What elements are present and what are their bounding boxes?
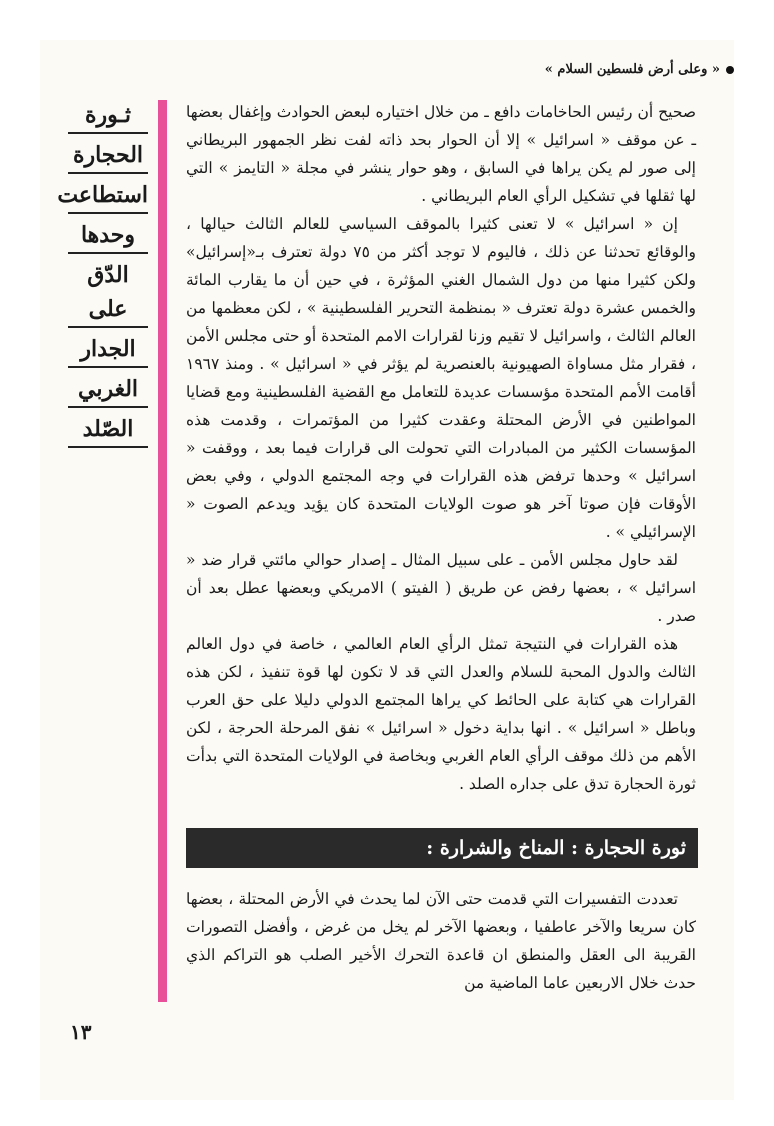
- running-head-text: « وعلى أرض فلسطين السلام »: [544, 62, 720, 77]
- pull-quote-line: الصّلد: [68, 412, 148, 448]
- pull-quote-line: الجدار: [68, 332, 148, 368]
- paragraph: تعددت التفسيرات التي قدمت حتى الآن لما يحدث في الأرض المحتلة ، بعضها كان سريعا والآخر عاطفيا ، وبعضها الآخر لم يخل من غرض ، وأفضل التصورات القريبة الى العقل والمنطق ان قاعدة التحرك الأخير الصلب هو التراكم الذي حدث خلال الاربعين عاما الماضية من: [186, 890, 696, 992]
- section-text: [186, 885, 696, 997]
- paragraph: هذه القرارات في النتيجة تمثل الرأي العام العالمي ، خاصة في دول العالم الثالث والدول المحبة للسلام والعدل التي قد لا تكون لها قوة تنفيذ ، لكن هذه القرارات هي كتابة على الحائط كي يراها المجتمع الدولي دليلا على حق العرب وباطل « اسرائيل » . انها بداية دخول « اسرائيل » نفق المرحلة الحرجة ، لكن الأهم من ذلك موقف الرأي العام الغربي وبخاصة في الولايات المتحدة التي بدأت ثورة الحجارة تدق على جداره الصلد .: [186, 635, 696, 793]
- pull-quote-line: ثـورة: [68, 98, 148, 134]
- accent-bar: [158, 100, 167, 1002]
- pull-quote-line: الحجارة: [68, 138, 148, 174]
- paragraph: لقد حاول مجلس الأمن ـ على سبيل المثال ـ إصدار حوالي مائتي قرار ضد « اسرائيل » ، بعضها رفض عن طريق ( الفيتو ) الامريكي وبعضها عطل بعد أن صدر .: [186, 551, 696, 625]
- bullet-icon: [726, 66, 734, 74]
- pull-quote-line: الغربي: [68, 372, 148, 408]
- pull-quote-line: الدّق على: [68, 258, 148, 328]
- pull-quote-line: وحدها: [68, 218, 148, 254]
- page-number: ١٣: [70, 1020, 92, 1044]
- pull-quote-line: استطاعت: [68, 178, 148, 214]
- main-text: [186, 98, 696, 798]
- section-heading: ثورة الحجارة : المناخ والشرارة :: [186, 828, 698, 868]
- paragraph: صحيح أن رئيس الحاخامات دافع ـ من خلال اختياره لبعض الحوادث وإغفال بعضها ـ عن موقف « اسرائيل » إلا أن الحوار بحد ذاته لفت نظر الجمهور البريطاني إلى صور لم يكن يراها في السابق ، وهو حوار ينشر في مجلة « التايمز » التي لها ثقلها في تشكيل الرأي العام البريطاني .: [186, 103, 696, 205]
- pull-quote: [57, 98, 148, 452]
- running-head: [545, 62, 734, 77]
- paragraph: إن « اسرائيل » لا تعنى كثيرا بالموقف السياسي للعالم الثالث حيالها ، والوقائع تحدثنا عن ذلك ، فاليوم لا توجد أكثر من ٧٥ دولة تعترف بـ«إسرائيل» ولكن كثيرا منها من دول الشمال الغني المؤثرة ، في حين أن ما يقارب المائة والخمس عشرة دولة تعترف « بمنظمة التحرير الفلسطينية » ، لكن معظمها من العالم الثالث ، واسرائيل لا تقيم وزنا لقرارات الامم المتحدة أو حتى مجلس الأمن ، فقرار مثل مساواة الصهيونية بالعنصرية لم يؤثر في « اسرائيل » . ومنذ ١٩٦٧ أقامت الأمم المتحدة مؤسسات عديدة للتعامل مع القضية الفلسطينية ومع قضايا المواطنين في الأرض المحتلة وعقدت كثيرا من المؤتمرات ، وقدمت هذه المؤسسات الكثير من المبادرات التي تحولت الى قرارات فيما بعد ، ووقفت « اسرائيل » وحدها ترفض هذه القرارات في وجه المجتمع الدولي ، وفي بعض الأوقات فإن صوتا آخر هو صوت الولايات المتحدة كان يؤيد ويدعم الصوت « الإسرائيلي » .: [186, 215, 696, 541]
